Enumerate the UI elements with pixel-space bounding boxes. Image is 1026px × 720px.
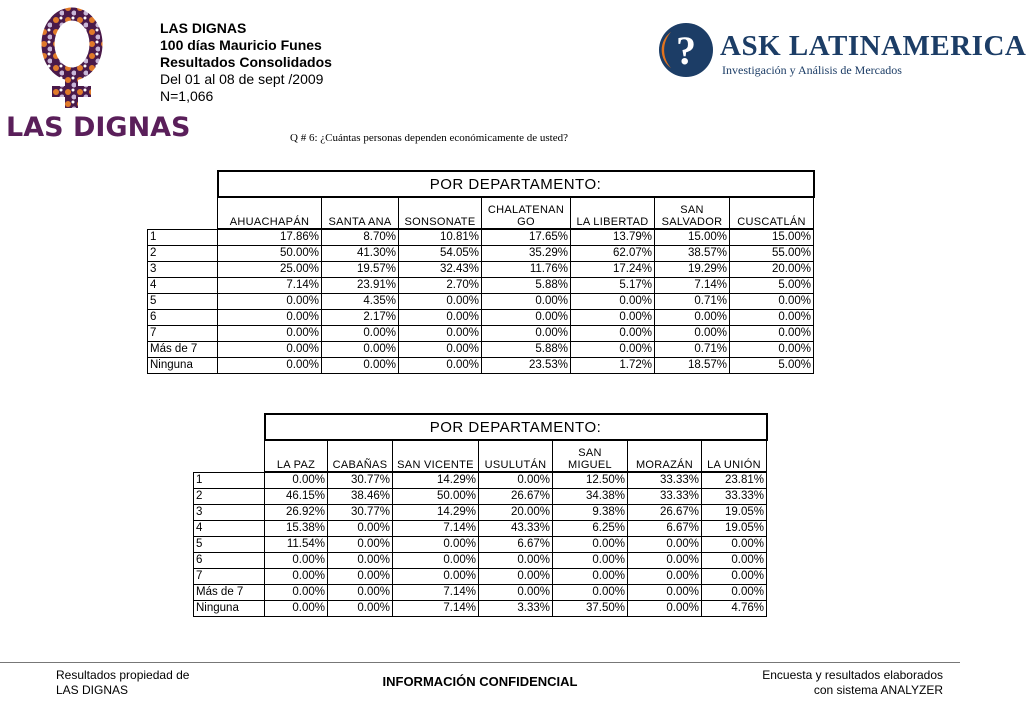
percentage-cell: 50.00% (393, 489, 479, 505)
percentage-cell: 23.91% (322, 278, 399, 294)
percentage-cell: 4.76% (702, 601, 767, 617)
percentage-cell: 0.00% (702, 537, 767, 553)
percentage-cell: 0.00% (399, 358, 482, 374)
percentage-cell: 8.70% (322, 229, 399, 246)
row-label: 3 (148, 262, 218, 278)
table2-col-header: LA PAZ (265, 440, 328, 472)
row-label: 1 (194, 472, 265, 489)
percentage-cell: 11.54% (265, 537, 328, 553)
percentage-cell: 5.88% (482, 342, 571, 358)
row-label: 6 (194, 553, 265, 569)
table1-col-header: SAN SALVADOR (655, 197, 730, 229)
table-row (194, 505, 767, 521)
percentage-cell: 5.00% (730, 278, 814, 294)
table1-title: POR DEPARTAMENTO: (218, 171, 814, 197)
percentage-cell: 0.00% (328, 521, 393, 537)
table2-body (194, 472, 767, 617)
percentage-cell: 0.00% (328, 601, 393, 617)
percentage-cell: 55.00% (730, 246, 814, 262)
row-label: 6 (148, 310, 218, 326)
percentage-cell: 18.57% (655, 358, 730, 374)
percentage-cell: 0.00% (482, 294, 571, 310)
table-row (148, 246, 814, 262)
percentage-cell: 0.00% (328, 585, 393, 601)
percentage-cell: 6.25% (553, 521, 628, 537)
svg-text:?: ? (676, 28, 696, 73)
table2-col-header: SAN MIGUEL (553, 440, 628, 472)
table-row (148, 326, 814, 342)
percentage-cell: 33.33% (628, 489, 702, 505)
percentage-cell: 0.00% (655, 326, 730, 342)
percentage-cell: 0.71% (655, 342, 730, 358)
percentage-cell: 17.24% (571, 262, 655, 278)
table1-col-header: LA LIBERTAD (571, 197, 655, 229)
percentage-cell: 0.71% (655, 294, 730, 310)
percentage-cell: 3.33% (479, 601, 553, 617)
percentage-cell: 0.00% (393, 569, 479, 585)
table-row (148, 278, 814, 294)
percentage-cell: 0.00% (628, 537, 702, 553)
percentage-cell: 0.00% (628, 585, 702, 601)
percentage-cell: 15.00% (730, 229, 814, 246)
percentage-cell: 46.15% (265, 489, 328, 505)
percentage-cell: 0.00% (322, 326, 399, 342)
percentage-cell: 0.00% (322, 358, 399, 374)
percentage-cell: 0.00% (571, 310, 655, 326)
percentage-cell: 23.53% (482, 358, 571, 374)
table-row (148, 294, 814, 310)
percentage-cell: 0.00% (322, 342, 399, 358)
percentage-cell: 0.00% (553, 585, 628, 601)
percentage-cell: 37.50% (553, 601, 628, 617)
percentage-cell: 19.05% (702, 521, 767, 537)
percentage-cell: 25.00% (218, 262, 322, 278)
percentage-cell: 0.00% (393, 553, 479, 569)
table-row (148, 229, 814, 246)
report-header (160, 20, 332, 105)
percentage-cell: 0.00% (218, 294, 322, 310)
footer-right-line1: Encuesta y resultados elaborados (762, 668, 943, 682)
percentage-cell: 14.29% (393, 472, 479, 489)
percentage-cell: 0.00% (628, 553, 702, 569)
percentage-cell: 0.00% (218, 358, 322, 374)
percentage-cell: 0.00% (328, 537, 393, 553)
percentage-cell: 26.92% (265, 505, 328, 521)
percentage-cell: 20.00% (479, 505, 553, 521)
footer-left-line2: LAS DIGNAS (56, 683, 129, 697)
percentage-cell: 0.00% (702, 553, 767, 569)
percentage-cell: 4.35% (322, 294, 399, 310)
table2-col-header: LA UNIÓN (702, 440, 767, 472)
percentage-cell: 0.00% (553, 553, 628, 569)
percentage-cell: 6.67% (479, 537, 553, 553)
percentage-cell: 0.00% (730, 326, 814, 342)
percentage-cell: 7.14% (393, 521, 479, 537)
table-row (194, 585, 767, 601)
percentage-cell: 19.29% (655, 262, 730, 278)
ask-latinamerica-subtitle: Investigación y Análisis de Mercados (722, 63, 902, 77)
row-label: Ninguna (194, 601, 265, 617)
percentage-cell: 0.00% (553, 569, 628, 585)
percentage-cell: 9.38% (553, 505, 628, 521)
row-label: Más de 7 (148, 342, 218, 358)
percentage-cell: 43.33% (479, 521, 553, 537)
percentage-cell: 32.43% (399, 262, 482, 278)
percentage-cell: 0.00% (265, 472, 328, 489)
percentage-cell: 33.33% (702, 489, 767, 505)
percentage-cell: 0.00% (218, 326, 322, 342)
row-label: Más de 7 (194, 585, 265, 601)
department-table-2 (193, 413, 768, 617)
percentage-cell: 0.00% (730, 342, 814, 358)
percentage-cell: 12.50% (553, 472, 628, 489)
percentage-cell: 6.67% (628, 521, 702, 537)
percentage-cell: 0.00% (265, 601, 328, 617)
percentage-cell: 0.00% (553, 537, 628, 553)
footer-divider (0, 662, 960, 663)
percentage-cell: 0.00% (702, 569, 767, 585)
table2-col-header: MORAZÁN (628, 440, 702, 472)
percentage-cell: 62.07% (571, 246, 655, 262)
table-row (148, 262, 814, 278)
table-row (194, 521, 767, 537)
table-row (148, 358, 814, 374)
table1-body (148, 229, 814, 374)
confidential-label: INFORMACIÓN CONFIDENCIAL (382, 674, 578, 689)
table-row (194, 537, 767, 553)
footer-right-line2: con sistema ANALYZER (813, 683, 943, 697)
percentage-cell: 0.00% (328, 569, 393, 585)
row-label: 7 (148, 326, 218, 342)
table-row (194, 472, 767, 489)
percentage-cell: 5.17% (571, 278, 655, 294)
percentage-cell: 5.88% (482, 278, 571, 294)
row-label: 7 (194, 569, 265, 585)
department-table-1 (147, 170, 815, 374)
percentage-cell: 7.14% (393, 601, 479, 617)
percentage-cell: 0.00% (655, 310, 730, 326)
percentage-cell: 15.38% (265, 521, 328, 537)
percentage-cell: 0.00% (479, 585, 553, 601)
percentage-cell: 15.00% (655, 229, 730, 246)
percentage-cell: 0.00% (265, 585, 328, 601)
percentage-cell: 0.00% (571, 326, 655, 342)
percentage-cell: 2.17% (322, 310, 399, 326)
percentage-cell: 30.77% (328, 505, 393, 521)
percentage-cell: 19.05% (702, 505, 767, 521)
percentage-cell: 0.00% (399, 342, 482, 358)
percentage-cell: 0.00% (399, 294, 482, 310)
table2-col-header: SAN VICENTE (393, 440, 479, 472)
row-label: 1 (148, 229, 218, 246)
percentage-cell: 19.57% (322, 262, 399, 278)
percentage-cell: 38.57% (655, 246, 730, 262)
percentage-cell: 23.81% (702, 472, 767, 489)
percentage-cell: 11.76% (482, 262, 571, 278)
table1-col-header: SANTA ANA (322, 197, 399, 229)
row-label: Ninguna (148, 358, 218, 374)
percentage-cell: 38.46% (328, 489, 393, 505)
row-label: 2 (148, 246, 218, 262)
percentage-cell: 5.00% (730, 358, 814, 374)
percentage-cell: 0.00% (399, 310, 482, 326)
table-row (148, 310, 814, 326)
header-results: Resultados Consolidados (160, 54, 332, 70)
percentage-cell: 17.86% (218, 229, 322, 246)
percentage-cell: 0.00% (328, 553, 393, 569)
row-label: 5 (148, 294, 218, 310)
table2-col-header: USULUTÁN (479, 440, 553, 472)
table1-col-header: AHUACHAPÁN (218, 197, 322, 229)
las-dignas-logo-text: LAS DIGNAS (6, 112, 191, 143)
percentage-cell: 0.00% (399, 326, 482, 342)
row-label: 2 (194, 489, 265, 505)
percentage-cell: 7.14% (218, 278, 322, 294)
percentage-cell: 26.67% (628, 505, 702, 521)
row-label: 4 (194, 521, 265, 537)
question-text: Q # 6: ¿Cuántas personas dependen económicamente de usted? (290, 132, 568, 144)
percentage-cell: 13.79% (571, 229, 655, 246)
table-row (194, 601, 767, 617)
ask-latinamerica-title: ASK LATINAMERICA (720, 30, 1026, 62)
row-label: 3 (194, 505, 265, 521)
percentage-cell: 35.29% (482, 246, 571, 262)
table-row (194, 569, 767, 585)
percentage-cell: 33.33% (628, 472, 702, 489)
table1-col-header: CUSCATLÁN (730, 197, 814, 229)
percentage-cell: 0.00% (479, 472, 553, 489)
header-org: LAS DIGNAS (160, 20, 247, 36)
percentage-cell: 1.72% (571, 358, 655, 374)
header-topic: 100 días Mauricio Funes (160, 37, 322, 53)
table2-col-header: CABAÑAS (328, 440, 393, 472)
percentage-cell: 0.00% (218, 310, 322, 326)
table1-col-header: CHALATENAN GO (482, 197, 571, 229)
percentage-cell: 0.00% (628, 569, 702, 585)
percentage-cell: 41.30% (322, 246, 399, 262)
header-dates: Del 01 al 08 de sept /2009 (160, 71, 324, 87)
table-row (194, 553, 767, 569)
percentage-cell: 7.14% (655, 278, 730, 294)
percentage-cell: 0.00% (218, 342, 322, 358)
percentage-cell: 0.00% (730, 310, 814, 326)
percentage-cell: 17.65% (482, 229, 571, 246)
percentage-cell: 30.77% (328, 472, 393, 489)
percentage-cell: 0.00% (628, 601, 702, 617)
row-label: 5 (194, 537, 265, 553)
percentage-cell: 0.00% (571, 294, 655, 310)
percentage-cell: 0.00% (482, 326, 571, 342)
percentage-cell: 0.00% (730, 294, 814, 310)
percentage-cell: 0.00% (479, 553, 553, 569)
table1-col-header: SONSONATE (399, 197, 482, 229)
row-label: 4 (148, 278, 218, 294)
percentage-cell: 20.00% (730, 262, 814, 278)
header-sample: N=1,066 (160, 88, 214, 104)
percentage-cell: 54.05% (399, 246, 482, 262)
percentage-cell: 0.00% (265, 569, 328, 585)
percentage-cell: 0.00% (393, 537, 479, 553)
percentage-cell: 2.70% (399, 278, 482, 294)
percentage-cell: 0.00% (482, 310, 571, 326)
percentage-cell: 7.14% (393, 585, 479, 601)
footer-left-line1: Resultados propiedad de (56, 668, 190, 682)
percentage-cell: 34.38% (553, 489, 628, 505)
percentage-cell: 0.00% (479, 569, 553, 585)
table2-title: POR DEPARTAMENTO: (265, 414, 767, 440)
percentage-cell: 0.00% (702, 585, 767, 601)
table-row (194, 489, 767, 505)
percentage-cell: 50.00% (218, 246, 322, 262)
percentage-cell: 14.29% (393, 505, 479, 521)
percentage-cell: 10.81% (399, 229, 482, 246)
percentage-cell: 0.00% (571, 342, 655, 358)
percentage-cell: 26.67% (479, 489, 553, 505)
table-row (148, 342, 814, 358)
percentage-cell: 0.00% (265, 553, 328, 569)
footer-right (762, 668, 943, 698)
